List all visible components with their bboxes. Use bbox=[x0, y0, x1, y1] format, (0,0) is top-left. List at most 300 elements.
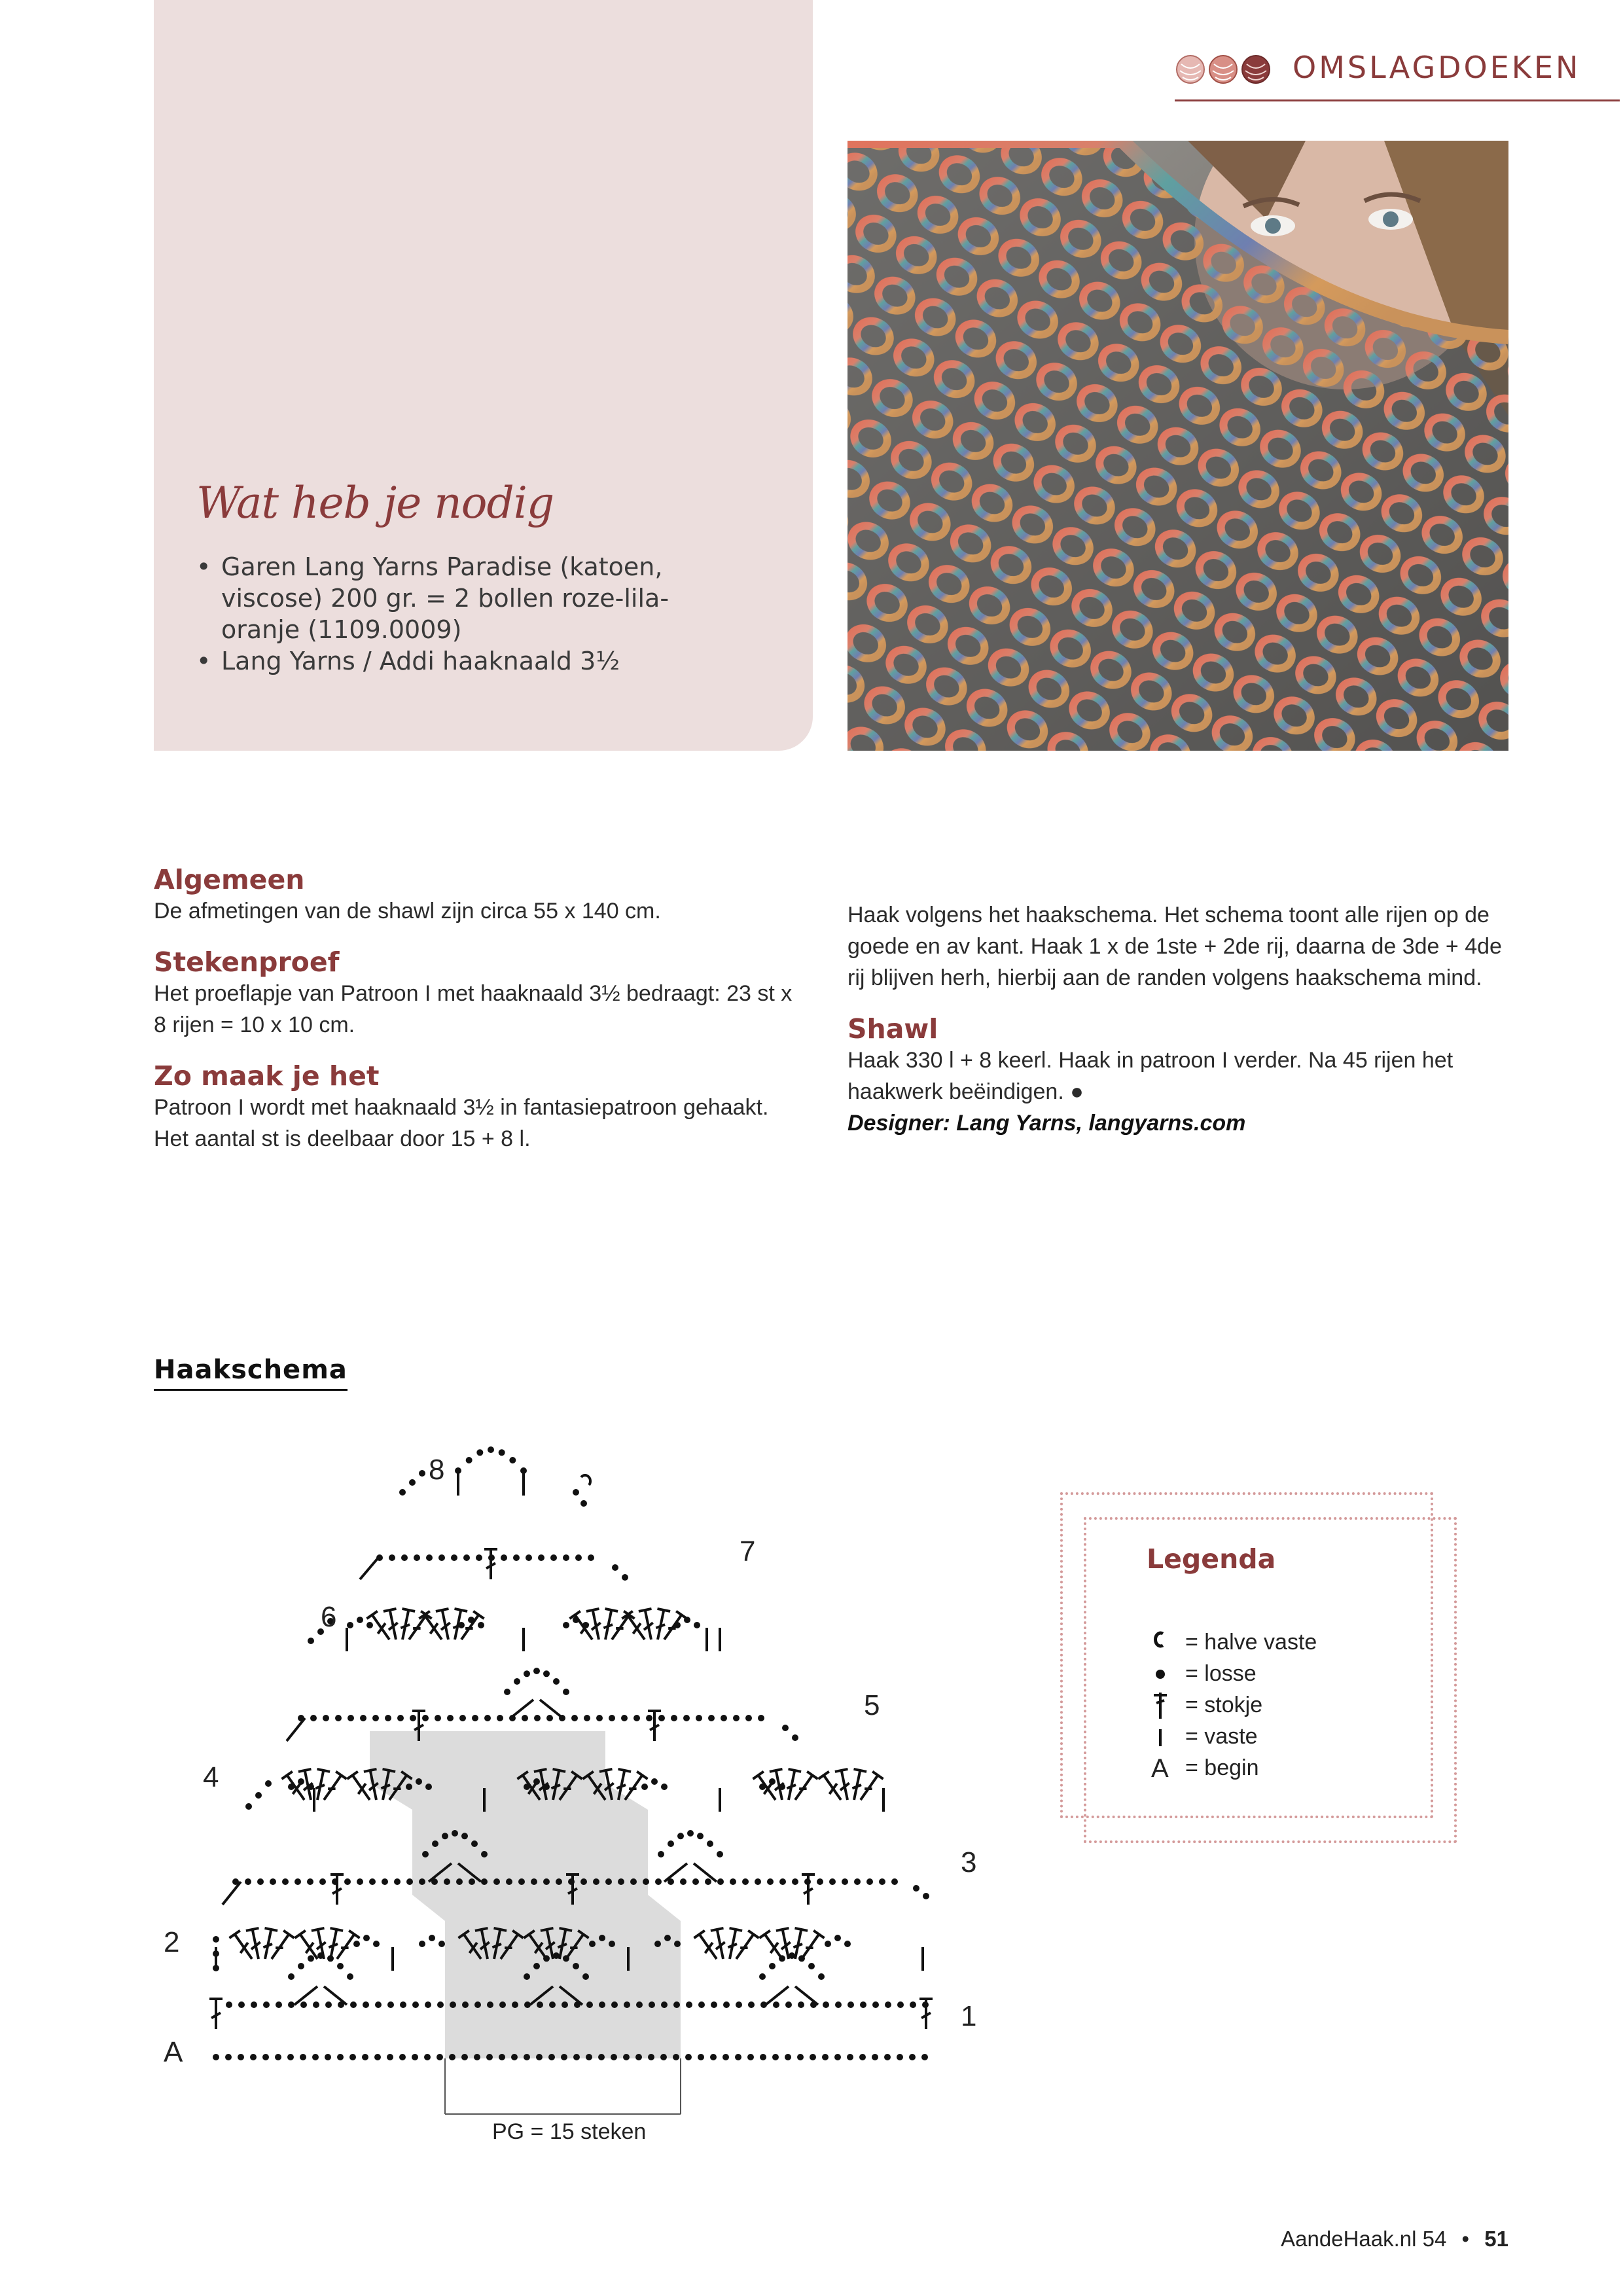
chain-stitch bbox=[649, 2001, 655, 2008]
chain-stitch bbox=[655, 1878, 662, 1885]
section-header bbox=[1175, 47, 1620, 101]
double-crochet-top bbox=[639, 1609, 652, 1611]
half-double-crochet bbox=[581, 1475, 590, 1485]
chain-stitch bbox=[319, 1878, 326, 1885]
chain-stitch bbox=[674, 1941, 681, 1947]
chain-stitch bbox=[312, 2054, 319, 2060]
chain-stitch bbox=[677, 1833, 684, 1839]
chain-stitch bbox=[226, 2001, 232, 2008]
double-crochet-bar bbox=[315, 1785, 325, 1788]
chain-stitch bbox=[357, 1878, 363, 1885]
chain-stitch bbox=[651, 1778, 658, 1785]
chain-stitch bbox=[661, 1784, 668, 1790]
chain-stitch bbox=[546, 1715, 553, 1721]
chain-stitch bbox=[721, 1715, 727, 1721]
double-crochet-top bbox=[637, 1772, 647, 1779]
chain-stitch bbox=[683, 1715, 690, 1721]
double-crochet-top bbox=[349, 1931, 359, 1938]
chain-stitch bbox=[685, 2054, 692, 2060]
chain-stitch bbox=[817, 1878, 823, 1885]
double-crochet-top bbox=[298, 1769, 312, 1772]
chain-stitch bbox=[654, 1941, 661, 1947]
chain-stitch bbox=[300, 2054, 306, 2060]
chain-stitch bbox=[609, 1941, 615, 1947]
chain-stitch bbox=[866, 1878, 873, 1885]
double-crochet-bar bbox=[329, 1944, 338, 1947]
chain-stitch bbox=[822, 2054, 829, 2060]
chain-stitch bbox=[730, 1878, 736, 1885]
chain-stitch bbox=[589, 1941, 596, 1947]
chain-stitch bbox=[425, 2001, 431, 2008]
chain-stitch bbox=[543, 1784, 550, 1790]
howto-heading: Zo maak je het bbox=[154, 1060, 380, 1092]
chain-stitch bbox=[537, 2001, 543, 2008]
double-crochet bbox=[372, 1615, 389, 1640]
chain-stitch bbox=[543, 1878, 550, 1885]
double-crochet-top bbox=[347, 1772, 357, 1779]
chain-stitch bbox=[353, 1941, 360, 1947]
chain-stitch bbox=[664, 1935, 671, 1941]
chain-stitch bbox=[612, 1564, 618, 1571]
chain-stitch bbox=[416, 1778, 422, 1785]
chain-stitch bbox=[369, 1878, 376, 1885]
legend-title: Legenda bbox=[1147, 1543, 1276, 1575]
chain-stitch bbox=[624, 2001, 630, 2008]
chain-stitch bbox=[493, 1878, 500, 1885]
right-column bbox=[847, 899, 1522, 1139]
chain-stitch bbox=[909, 2054, 916, 2060]
double-crochet-top bbox=[854, 1769, 867, 1772]
double-crochet bbox=[235, 1934, 252, 1959]
chain-stitch bbox=[885, 2001, 891, 2008]
double-crochet-top bbox=[658, 1609, 671, 1611]
chain-stitch bbox=[385, 1715, 391, 1721]
chain-stitch bbox=[611, 2054, 617, 2060]
chain-stitch bbox=[484, 1715, 491, 1721]
chain-stitch bbox=[325, 2054, 331, 2060]
chain-stitch bbox=[605, 1878, 612, 1885]
chain-stitch bbox=[658, 1715, 665, 1721]
chain-stitch bbox=[825, 1941, 831, 1947]
chain-stitch bbox=[575, 1554, 582, 1561]
chain-stitch bbox=[458, 1622, 465, 1628]
chain-stitch bbox=[389, 1554, 395, 1561]
chain-stitch bbox=[834, 1935, 841, 1941]
double-crochet-top bbox=[872, 1772, 883, 1779]
chain-stitch bbox=[257, 1878, 264, 1885]
chain-stitch bbox=[406, 1784, 412, 1790]
double-crochet bbox=[300, 1934, 317, 1959]
chain-stitch bbox=[366, 1622, 373, 1628]
chain-stitch bbox=[571, 1715, 578, 1721]
double-crochet-top bbox=[789, 1769, 802, 1772]
chain-stitch bbox=[410, 1715, 416, 1721]
gauge-heading: Stekenproef bbox=[154, 946, 340, 978]
chain-stitch bbox=[474, 2001, 481, 2008]
page-footer bbox=[1281, 2227, 1508, 2251]
chain-stitch bbox=[471, 1840, 478, 1847]
chain-stitch bbox=[747, 2054, 754, 2060]
chain-stitch bbox=[854, 1878, 861, 1885]
chain-stitch bbox=[808, 1963, 815, 1969]
chain-stitch bbox=[879, 1878, 885, 1885]
chain-stitch bbox=[308, 1784, 314, 1790]
chain-stitch bbox=[387, 2001, 394, 2008]
chain-stitch bbox=[400, 2001, 406, 2008]
chain-stitch bbox=[213, 2054, 219, 2060]
double-crochet-top bbox=[694, 1931, 704, 1938]
chain-stitch bbox=[459, 1715, 466, 1721]
legend-label: = losse bbox=[1185, 1661, 1257, 1686]
chain-stitch bbox=[536, 2054, 543, 2060]
chain-stitch bbox=[913, 1885, 919, 1892]
chain-stitch bbox=[419, 1470, 425, 1477]
chain-stitch bbox=[760, 2054, 766, 2060]
chain-stitch bbox=[742, 1878, 749, 1885]
chain-stitch bbox=[450, 2001, 456, 2008]
chain-stitch bbox=[643, 1878, 649, 1885]
chain-stitch bbox=[641, 1784, 648, 1790]
chain-stitch bbox=[524, 1784, 530, 1790]
chain-stitch bbox=[429, 1935, 435, 1941]
pattern-repeat-label: PG = 15 steken bbox=[492, 2119, 647, 2144]
chain-stitch bbox=[476, 1554, 482, 1561]
chain-stitch bbox=[401, 1554, 408, 1561]
double-crochet-top bbox=[730, 1928, 743, 1931]
chain-stitch bbox=[382, 1878, 388, 1885]
row-label-3: 3 bbox=[961, 1846, 977, 1878]
chain-stitch bbox=[466, 1457, 473, 1463]
chain-stitch bbox=[773, 2001, 779, 2008]
double-crochet-top bbox=[605, 1609, 618, 1611]
double-crochet-top bbox=[402, 1609, 416, 1611]
chain-stitch bbox=[859, 2054, 866, 2060]
chain-stitch bbox=[847, 2001, 854, 2008]
chain-stitch bbox=[424, 2054, 431, 2060]
chain-stitch bbox=[511, 2054, 518, 2060]
chain-stitch bbox=[513, 1554, 520, 1561]
chain-stitch bbox=[360, 1715, 366, 1721]
chain-stitch bbox=[238, 2001, 245, 2008]
chain-stitch bbox=[357, 1617, 363, 1623]
chain-stitch bbox=[586, 2054, 592, 2060]
chain-stitch bbox=[520, 1467, 527, 1474]
double-crochet-top bbox=[317, 1769, 330, 1772]
chain-stitch bbox=[255, 1792, 262, 1799]
chain-stitch bbox=[288, 2001, 294, 2008]
chain-stitch bbox=[245, 1878, 251, 1885]
chain-stitch bbox=[499, 1449, 505, 1456]
chain-stitch bbox=[452, 1830, 458, 1837]
double-crochet bbox=[353, 1775, 370, 1800]
chain-stitch bbox=[596, 1715, 603, 1721]
crochet-chart bbox=[144, 1430, 995, 2140]
chain-stitch bbox=[847, 2054, 853, 2060]
chain-stitch bbox=[618, 1878, 624, 1885]
chain-stitch bbox=[350, 2001, 357, 2008]
needs-list bbox=[196, 551, 719, 677]
chain-stitch bbox=[323, 1715, 329, 1721]
chain-stitch bbox=[785, 2001, 792, 2008]
chain-stitch bbox=[487, 2001, 493, 2008]
double-crochet-top bbox=[748, 1931, 758, 1938]
chain-stitch bbox=[562, 2001, 568, 2008]
chain-stitch bbox=[298, 1963, 304, 1969]
chain-stitch bbox=[623, 2054, 630, 2060]
chain-stitch bbox=[686, 2001, 692, 2008]
chain-stitch bbox=[348, 1715, 354, 1721]
chain-stitch bbox=[705, 1878, 711, 1885]
chain-stitch bbox=[526, 1554, 532, 1561]
row-label-6: 6 bbox=[321, 1601, 337, 1633]
legend-label: = begin bbox=[1185, 1755, 1259, 1780]
chain-stitch bbox=[630, 1878, 637, 1885]
double-crochet bbox=[700, 1934, 717, 1959]
chain-stitch bbox=[512, 2001, 518, 2008]
schema-title: Haakschema bbox=[154, 1355, 348, 1391]
chain-stitch bbox=[673, 2054, 679, 2060]
chain-stitch bbox=[419, 1878, 425, 1885]
chain-stitch bbox=[310, 1715, 317, 1721]
chain-stitch bbox=[514, 1678, 520, 1685]
chain-stitch bbox=[287, 2054, 294, 2060]
gauge-text: Het proeflapje van Patroon I met haaknaald 3½ bedraagt: 23 st x 8 rijen = 10 x 10 cm. bbox=[154, 981, 793, 1037]
chain-stitch bbox=[697, 1833, 704, 1839]
list-item: • Garen Lang Yarns Paradise (katoen, viscose) 200 gr. = 2 bollen roze-lila-oranje (1109.0009) bbox=[196, 551, 719, 645]
chain-stitch bbox=[486, 2054, 493, 2060]
double-crochet-top bbox=[281, 1772, 292, 1779]
double-crochet-top bbox=[586, 1609, 599, 1611]
chain-stitch bbox=[708, 1715, 715, 1721]
chain-stitch bbox=[735, 2054, 741, 2060]
chain-stitch bbox=[213, 1936, 219, 1943]
chain-stitch bbox=[910, 2001, 916, 2008]
chain-stitch bbox=[769, 1963, 776, 1969]
chain-stitch bbox=[250, 2054, 257, 2060]
chain-stitch bbox=[509, 1457, 516, 1463]
chain-stitch bbox=[687, 1830, 694, 1837]
chain-stitch bbox=[308, 1955, 314, 1962]
chain-stitch bbox=[582, 1973, 589, 1980]
chain-stitch bbox=[782, 1725, 789, 1731]
slip-stitch bbox=[294, 1986, 317, 2005]
chain-stitch bbox=[582, 1622, 589, 1628]
chain-stitch bbox=[524, 1670, 530, 1677]
chain-stitch bbox=[363, 1935, 370, 1941]
page-number: 51 bbox=[1484, 2227, 1508, 2251]
chain-stitch bbox=[636, 2001, 643, 2008]
chain-stitch bbox=[419, 1941, 425, 1947]
double-crochet-top bbox=[312, 1928, 325, 1931]
chain-stitch bbox=[387, 2054, 393, 2060]
chain-stitch bbox=[472, 1715, 478, 1721]
chain-stitch bbox=[288, 1973, 294, 1980]
chain-stitch bbox=[671, 1715, 677, 1721]
chain-stitch bbox=[374, 2054, 381, 2060]
chain-stitch bbox=[497, 1715, 503, 1721]
chain-stitch bbox=[872, 2001, 879, 2008]
chain-stitch bbox=[891, 1878, 898, 1885]
chain-stitch bbox=[335, 1715, 342, 1721]
chain-stitch bbox=[588, 1554, 594, 1561]
chain-stitch bbox=[621, 1715, 628, 1721]
chain-stitch bbox=[325, 2001, 332, 2008]
chain-stitch bbox=[550, 1554, 557, 1561]
chain-stitch bbox=[692, 1878, 699, 1885]
chain-stitch bbox=[265, 1780, 272, 1787]
chain-stitch bbox=[275, 2054, 281, 2060]
slip-stitch bbox=[510, 1700, 533, 1718]
double-crochet-top bbox=[807, 1772, 817, 1779]
chain-stitch bbox=[432, 1840, 438, 1847]
double-crochet bbox=[765, 1934, 782, 1959]
chain-stitch bbox=[711, 2001, 717, 2008]
chain-stitch bbox=[363, 2001, 369, 2008]
chain-stitch bbox=[680, 1878, 687, 1885]
double-crochet-top bbox=[383, 1609, 397, 1611]
chain-stitch bbox=[282, 1878, 289, 1885]
row-label-4: 4 bbox=[203, 1761, 219, 1793]
chain-stitch bbox=[769, 1778, 776, 1785]
chain-stitch bbox=[447, 1715, 454, 1721]
chain-stitch bbox=[533, 1778, 540, 1785]
footer-site: AandeHaak.nl 54 bbox=[1281, 2227, 1447, 2251]
chain-stitch bbox=[444, 1878, 450, 1885]
chain-stitch bbox=[307, 1878, 313, 1885]
double-crochet-bar bbox=[793, 1944, 802, 1947]
chain-stitch bbox=[478, 1622, 484, 1628]
double-crochet-top bbox=[283, 1931, 294, 1938]
chain-stitch bbox=[463, 1554, 470, 1561]
chain-stitch bbox=[538, 1554, 544, 1561]
chain-stitch bbox=[399, 1489, 406, 1496]
chain-stitch bbox=[829, 1878, 836, 1885]
double-crochet-top bbox=[455, 1609, 468, 1611]
chain-stitch bbox=[506, 1878, 512, 1885]
row-label-begin: A bbox=[164, 2036, 183, 2068]
double-crochet-top bbox=[753, 1772, 763, 1779]
chain-stitch bbox=[696, 1715, 702, 1721]
double-crochet-top bbox=[436, 1609, 449, 1611]
slip-stitch bbox=[287, 1718, 305, 1741]
chain-stitch bbox=[238, 2054, 244, 2060]
chain-stitch bbox=[474, 2054, 480, 2060]
chain-stitch bbox=[399, 2054, 406, 2060]
chain-stitch bbox=[556, 1878, 562, 1885]
chain-stitch bbox=[225, 2054, 232, 2060]
chain-stitch bbox=[658, 1851, 664, 1857]
chain-stitch bbox=[563, 1554, 569, 1561]
chain-stitch bbox=[245, 1803, 252, 1810]
chain-stitch bbox=[531, 1878, 537, 1885]
chain-stitch bbox=[437, 2054, 443, 2060]
chain-stitch bbox=[362, 2054, 368, 2060]
chain-stitch bbox=[835, 2001, 842, 2008]
chain-stitch bbox=[409, 1479, 416, 1486]
chain-stitch bbox=[792, 1734, 798, 1741]
section-title: OMSLAGDOEKEN bbox=[1293, 50, 1581, 85]
chain-stitch bbox=[549, 2001, 556, 2008]
chain-stitch bbox=[270, 1878, 276, 1885]
chain-stitch bbox=[426, 1554, 433, 1561]
double-crochet-bar bbox=[852, 1785, 861, 1788]
double-crochet-top bbox=[229, 1931, 240, 1938]
chain-stitch bbox=[872, 2054, 878, 2060]
chain-stitch bbox=[501, 1554, 507, 1561]
row-label-8: 8 bbox=[429, 1454, 445, 1486]
half-double-crochet-icon bbox=[1149, 1628, 1172, 1657]
chain-stitch bbox=[456, 1878, 463, 1885]
legend-label: = stokje bbox=[1185, 1693, 1263, 1717]
chain-stitch bbox=[375, 2001, 382, 2008]
double-crochet-top bbox=[770, 1769, 783, 1772]
chain-stitch bbox=[884, 2054, 891, 2060]
chain-stitch bbox=[563, 1622, 569, 1628]
chain-stitch bbox=[810, 2054, 816, 2060]
chain-stitch bbox=[599, 2001, 605, 2008]
chain-stitch bbox=[406, 1878, 413, 1885]
double-crochet-top bbox=[618, 1769, 632, 1772]
howto-text: Patroon I wordt met haaknaald 3½ in fantasiepatroon gehaakt. Het aantal st is deelbaar door 15 + 8 l. bbox=[154, 1095, 769, 1151]
chain-stitch bbox=[461, 2054, 468, 2060]
chain-stitch bbox=[661, 2001, 668, 2008]
chain-stitch bbox=[451, 1554, 457, 1561]
chain-stitch bbox=[563, 1689, 569, 1695]
double-crochet-bar bbox=[263, 1944, 272, 1947]
chain-stitch bbox=[722, 2054, 729, 2060]
legend-label: = vaste bbox=[1185, 1724, 1258, 1749]
chain-stitch bbox=[779, 1878, 786, 1885]
chain-stitch bbox=[294, 1878, 301, 1885]
chain-stitch bbox=[276, 2001, 282, 2008]
chain-stitch bbox=[455, 1467, 461, 1474]
chain-stitch bbox=[288, 1784, 294, 1790]
chain-stitch bbox=[435, 1715, 441, 1721]
chain-stitch bbox=[476, 1449, 483, 1456]
chain-stitch bbox=[573, 2054, 580, 2060]
chain-stitch bbox=[598, 2054, 605, 2060]
chain-stitch bbox=[723, 2001, 730, 2008]
chain-stitch bbox=[524, 1973, 530, 1980]
double-crochet-top bbox=[818, 1772, 829, 1779]
chain-stitch bbox=[772, 2054, 779, 2060]
chain-stitch bbox=[674, 1622, 681, 1628]
chain-stitch bbox=[897, 2001, 904, 2008]
chain-stitch bbox=[438, 1554, 445, 1561]
chain-stitch bbox=[533, 1963, 540, 1969]
double-crochet-top bbox=[711, 1928, 724, 1931]
chain-stitch bbox=[684, 1617, 690, 1623]
slip-stitch bbox=[360, 1558, 378, 1579]
chain-stitch bbox=[553, 1678, 560, 1685]
chain-stitch bbox=[394, 1878, 401, 1885]
chain-stitch bbox=[573, 1489, 579, 1496]
chain-stitch bbox=[593, 1878, 599, 1885]
footer-separator: • bbox=[1461, 2227, 1470, 2251]
chain-stitch bbox=[758, 1715, 764, 1721]
chain-stitch bbox=[548, 2054, 555, 2060]
chain-stitch bbox=[481, 1878, 488, 1885]
chain-stitch bbox=[698, 2001, 705, 2008]
chain-stitch bbox=[337, 1963, 344, 1969]
double-crochet-top bbox=[330, 1928, 344, 1931]
chain-stitch bbox=[300, 2001, 307, 2008]
chain-stitch bbox=[504, 1689, 510, 1695]
chain-stitch bbox=[844, 1941, 851, 1947]
chain-stitch bbox=[468, 1617, 474, 1623]
double-crochet-bar bbox=[616, 1785, 626, 1788]
chain-stitch bbox=[611, 2001, 618, 2008]
